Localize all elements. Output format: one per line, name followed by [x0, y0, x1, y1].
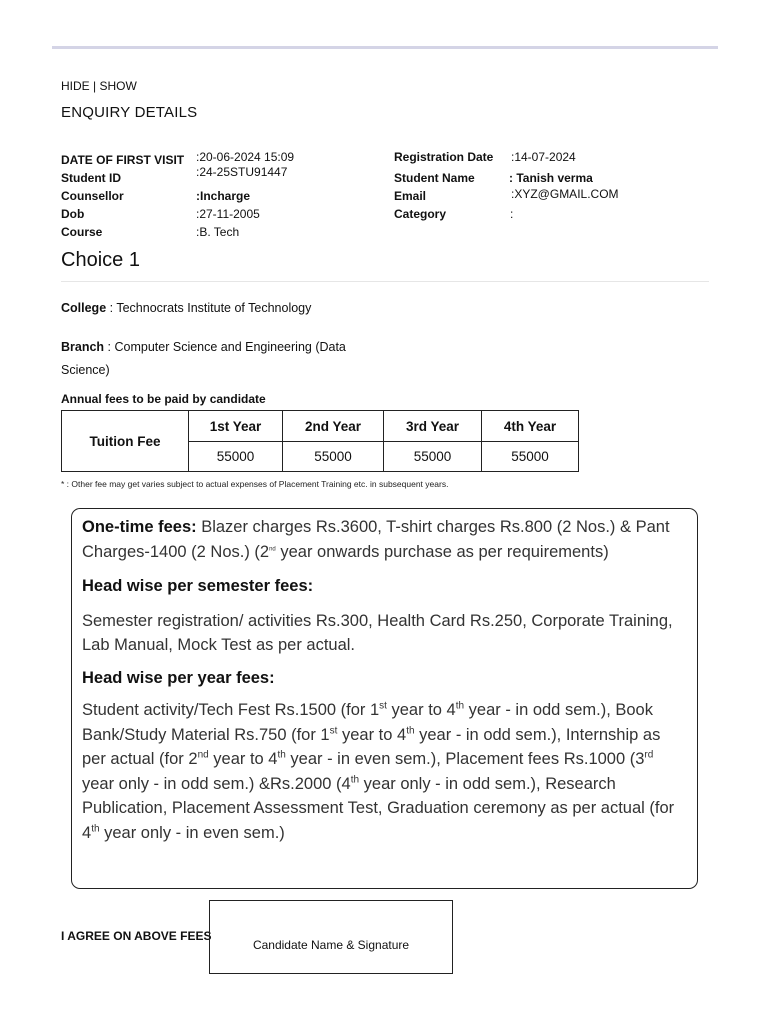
year-sup-1: st	[379, 700, 387, 712]
fees-value-year-3: 55000	[384, 442, 482, 472]
year-fees-text	[82, 698, 685, 845]
fees-value-year-1: 55000	[189, 442, 283, 472]
choice-divider	[61, 281, 709, 282]
year-text-2: year to 4	[386, 701, 456, 719]
course-value: :B. Tech	[196, 225, 240, 239]
signature-label: Candidate Name & Signature	[252, 938, 410, 952]
fees-footnote: * : Other fee may get varies subject to actual expenses of Placement Training etc. in subsequent years.	[61, 479, 449, 489]
show-link[interactable]: SHOW	[99, 79, 137, 93]
first-visit-value: :20-06-2024 15:09	[196, 150, 295, 164]
branch-label: Branch	[61, 340, 105, 354]
email-label: Email	[394, 189, 427, 203]
fees-caption: Annual fees to be paid by candidate	[61, 392, 266, 406]
one-time-fees-text-a: Blazer charges Rs.3600, T-shirt charges Rs.800 (2 Nos.) & Pant Charges-1400 (2 Nos.) (2	[82, 518, 670, 561]
fee-details-box	[71, 508, 698, 889]
top-divider	[52, 46, 718, 49]
semester-fees-heading: Head wise per semester fees:	[82, 577, 314, 595]
year-text-4: year to 4	[337, 725, 407, 744]
college-label: College	[61, 301, 107, 315]
first-visit-label: DATE OF FIRST VISIT	[61, 153, 185, 167]
student-name-value: : Tanish verma	[509, 171, 593, 185]
hide-show-toggle	[61, 79, 137, 93]
year-sup-9: th	[91, 823, 100, 834]
one-time-fees-text-b: year onwards purchase as per requirements)	[275, 542, 609, 561]
fees-value-year-4: 55000	[482, 442, 579, 472]
year-fees-heading: Head wise per year fees:	[82, 668, 275, 687]
student-id-value: :24-25STU91447	[196, 165, 288, 179]
agree-label: I AGREE ON ABOVE FEES	[61, 929, 212, 943]
year-text-10: year only - in even sem.)	[99, 823, 285, 842]
year-text-8: year only - in odd sem.) &Rs.2000 (4	[82, 774, 351, 793]
year-text-6: year to 4	[208, 750, 278, 768]
course-label: Course	[61, 225, 103, 239]
college-line	[61, 301, 311, 315]
dob-label: Dob	[61, 207, 85, 221]
year-sup-3: st	[329, 725, 338, 736]
section-title: ENQUIRY DETAILS	[61, 104, 198, 121]
year-sup-7: rd	[644, 749, 654, 761]
year-sup-8: th	[350, 774, 360, 785]
year-sup-4: th	[406, 725, 415, 736]
toggle-separator: |	[89, 79, 100, 93]
choice-title: Choice 1	[61, 249, 140, 271]
counsellor-value: :Incharge	[196, 189, 251, 203]
year-sup-5: nd	[197, 749, 209, 761]
year-text-5: year - in odd sem.), Internship as per actual (for 2	[82, 725, 661, 768]
one-time-fees-heading: One-time fees:	[82, 518, 197, 536]
category-label: Category	[394, 207, 447, 221]
tuition-fee-label: Tuition Fee	[62, 411, 189, 472]
signature-box[interactable]	[209, 900, 453, 974]
fees-header-year-3: 3rd Year	[384, 411, 482, 442]
counsellor-label: Counsellor	[61, 189, 124, 203]
college-value: : Technocrats Institute of Technology	[106, 301, 312, 315]
fees-header-year-2: 2nd Year	[283, 411, 384, 442]
year-text-7: year - in even sem.), Placement fees Rs.1000 (3	[285, 750, 645, 768]
one-time-fees-sup: nd	[269, 546, 276, 552]
one-time-fees-paragraph	[82, 515, 685, 564]
registration-date-label: Registration Date	[394, 150, 494, 164]
hide-link[interactable]: HIDE	[61, 79, 90, 93]
student-id-label: Student ID	[61, 171, 121, 185]
student-name-label: Student Name	[394, 171, 475, 185]
year-sup-6: th	[277, 749, 286, 761]
fees-value-year-2: 55000	[283, 442, 384, 472]
year-sup-2: th	[455, 700, 465, 712]
registration-date-value: :14-07-2024	[511, 150, 576, 164]
dob-value: :27-11-2005	[196, 207, 260, 221]
fees-header-year-1: 1st Year	[189, 411, 283, 442]
fees-table	[61, 410, 579, 472]
branch-line	[61, 336, 361, 382]
year-text-1: Student activity/Tech Fest Rs.1500 (for 1	[82, 701, 380, 719]
fees-header-row	[62, 411, 579, 442]
semester-fees-text: Semester registration/ activities Rs.300, Health Card Rs.250, Corporate Training, Lab Manual, Mock Test as per actual.	[82, 611, 673, 654]
fees-header-year-4: 4th Year	[482, 411, 579, 442]
year-text-9: year only - in odd sem.), Research Publication, Placement Assessment Test, Graduation ceremony as per actual (for 4	[82, 774, 675, 842]
branch-value: : Computer Science and Engineering (Data Science)	[61, 340, 346, 377]
email-value: :XYZ@GMAIL.COM	[511, 187, 619, 201]
year-text-3: year - in odd sem.), Book Bank/Study Material Rs.750 (for 1	[82, 701, 653, 744]
category-value: :	[510, 207, 514, 221]
